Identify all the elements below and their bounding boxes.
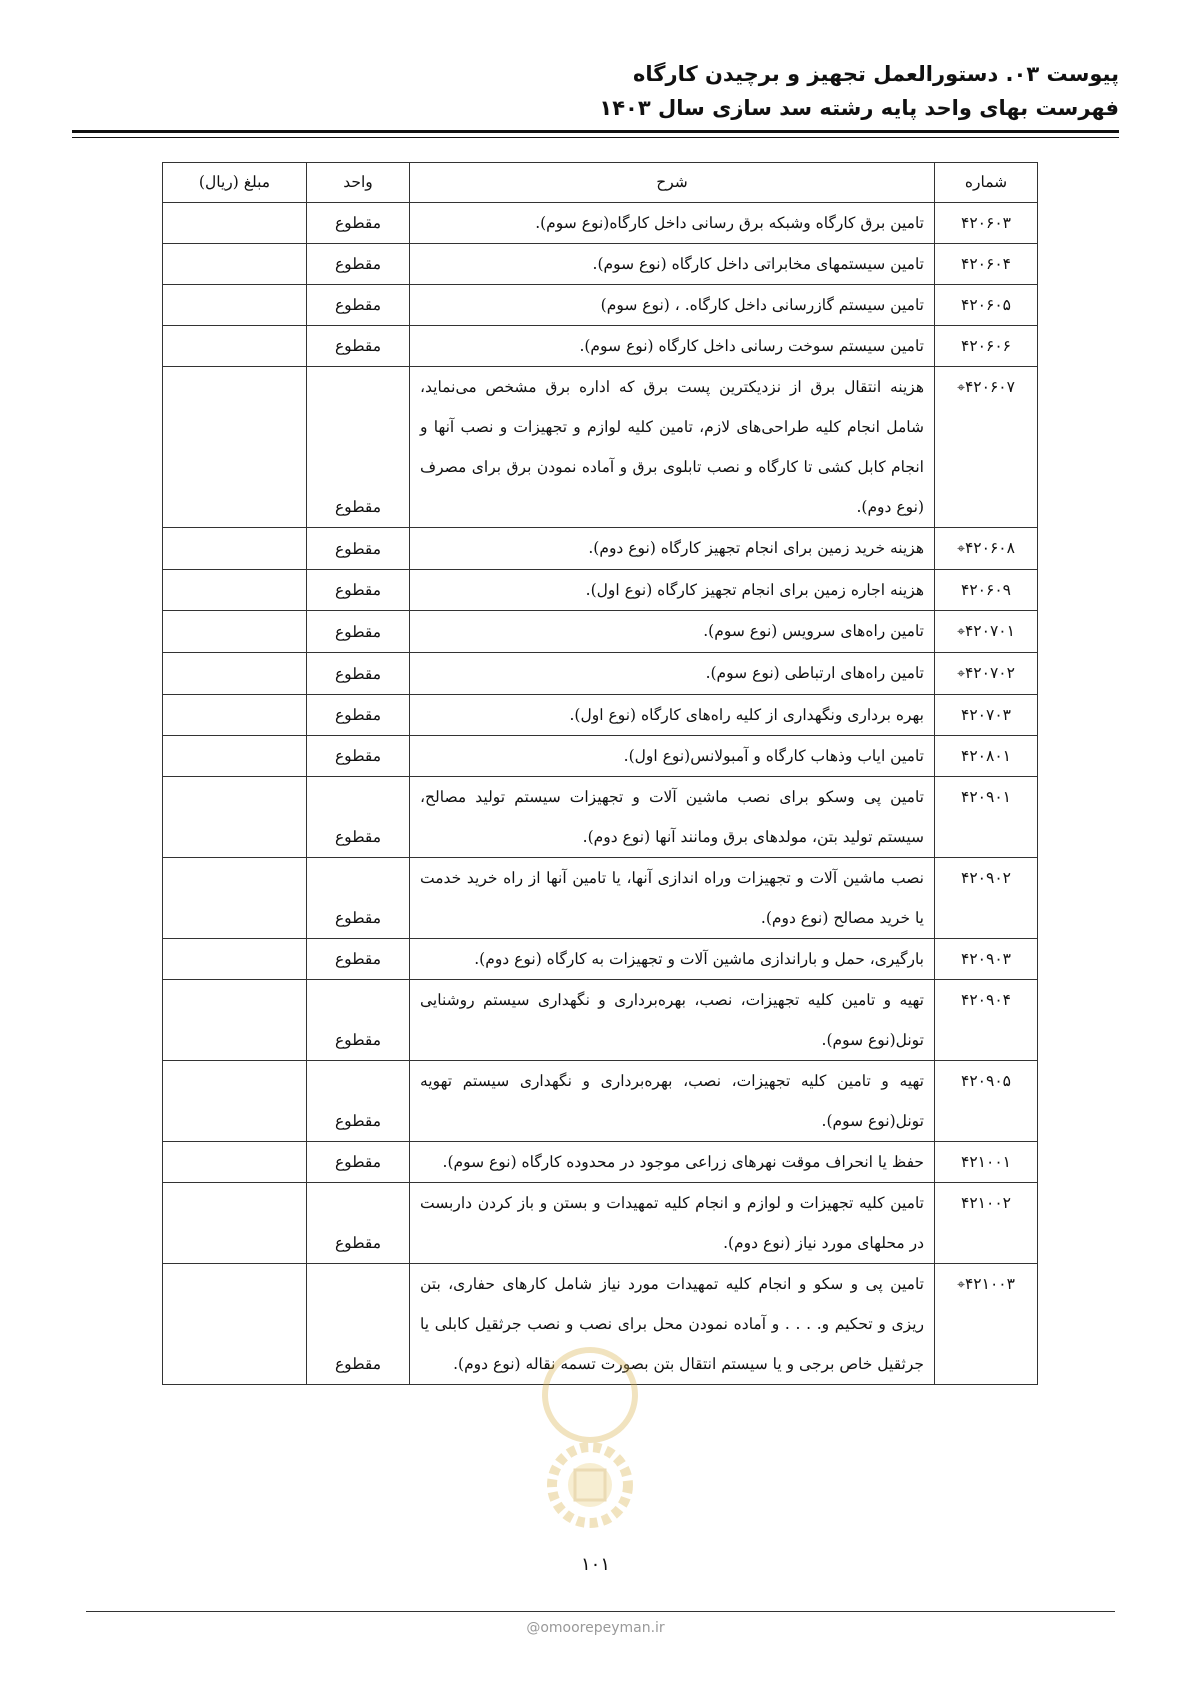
page-number: ۱۰۱	[580, 1554, 610, 1575]
row-amount	[163, 858, 307, 939]
row-number	[935, 1142, 1038, 1183]
row-amount	[163, 1142, 307, 1183]
item-code: ۴۲۰۶۰۳	[961, 214, 1011, 232]
row-unit: مقطوع	[307, 244, 410, 285]
row-unit: مقطوع	[307, 570, 410, 611]
row-unit: مقطوع	[307, 653, 410, 695]
item-code: ۴۲۰۶۰۵	[961, 296, 1011, 314]
table-row	[163, 203, 1038, 244]
row-amount	[163, 367, 307, 528]
table-row	[163, 1061, 1038, 1142]
row-number	[935, 326, 1038, 367]
row-number	[935, 244, 1038, 285]
column-header-amount: مبلغ (ریال)	[163, 163, 307, 203]
table-row	[163, 695, 1038, 736]
row-description: تامین راه‌های ارتباطی (نوع سوم).	[410, 653, 935, 695]
row-number	[935, 858, 1038, 939]
item-code: ۴۲۰۹۰۵	[961, 1072, 1011, 1090]
row-unit: مقطوع	[307, 326, 410, 367]
row-amount	[163, 695, 307, 736]
watermark-logo	[505, 1340, 675, 1540]
table-row	[163, 326, 1038, 367]
row-description: هزینه اجاره زمین برای انجام تجهیز کارگاه (نوع اول).	[410, 570, 935, 611]
row-description: تامین ایاب وذهاب کارگاه و آمبولانس(نوع اول).	[410, 736, 935, 777]
website-watermark: @omoorepeyman.ir	[526, 1620, 665, 1636]
row-description: تامین پی و سکو و انجام کلیه تمهیدات مورد نیاز شامل کارهای حفاری، بتن ریزی و تحکیم و. . . . و آماده نمودن محل برای نصب و نصب جرثقیل کابلی یا جرثقیل خاص برجی و یا سیستم انتقال بتن بصورت تسمه نقاله (نوع دوم).	[410, 1264, 935, 1385]
row-unit: مقطوع	[307, 285, 410, 326]
item-code: ۴۲۰۷۰۱	[964, 622, 1015, 640]
item-code: ۴۲۰۶۰۹	[961, 581, 1011, 599]
item-code: ۴۲۰۶۰۶	[961, 337, 1011, 355]
table-row	[163, 244, 1038, 285]
row-amount	[163, 244, 307, 285]
row-description: هزینه انتقال برق از نزدیکترین پست برق که اداره برق مشخص می‌نماید، شامل انجام کلیه طراحی‌های لازم، تامین کلیه لوازم و تجهیزات و نصب آنها و انجام کابل کشی تا کارگاه و نصب تابلوی برق و آماده نمودن برق برای مصرف (نوع دوم).	[410, 367, 935, 528]
row-number	[935, 367, 1038, 528]
row-amount	[163, 203, 307, 244]
item-code: ۴۲۰۹۰۱	[961, 788, 1011, 806]
table-body	[163, 203, 1038, 1385]
row-description: حفظ یا انحراف موقت نهرهای زراعی موجود در محدوده کارگاه (نوع سوم).	[410, 1142, 935, 1183]
item-code: ۴۲۰۶۰۷	[964, 378, 1015, 396]
row-amount	[163, 736, 307, 777]
header-title: پیوست ۰۳. دستورالعمل تجهیز و برچیدن کارگاه	[633, 62, 1119, 86]
row-number	[935, 285, 1038, 326]
row-number	[935, 1264, 1038, 1385]
row-description: تامین برق کارگاه وشبکه برق رسانی داخل کارگاه(نوع سوم).	[410, 203, 935, 244]
row-number	[935, 203, 1038, 244]
table-row	[163, 1183, 1038, 1264]
crosshair-mark-icon: ⌖	[957, 380, 965, 396]
table-row	[163, 653, 1038, 695]
header-rule-thin	[72, 137, 1119, 138]
row-amount	[163, 326, 307, 367]
item-code: ۴۲۱۰۰۳	[964, 1275, 1015, 1293]
row-number	[935, 653, 1038, 695]
crosshair-mark-icon: ⌖	[957, 666, 965, 682]
row-amount	[163, 611, 307, 653]
item-code: ۴۲۰۷۰۲	[964, 664, 1015, 682]
row-amount	[163, 570, 307, 611]
row-number	[935, 777, 1038, 858]
row-amount	[163, 528, 307, 570]
row-description: تامین سیستم سوخت رسانی داخل کارگاه (نوع سوم).	[410, 326, 935, 367]
row-unit: مقطوع	[307, 980, 410, 1061]
table-row	[163, 777, 1038, 858]
row-unit: مقطوع	[307, 695, 410, 736]
item-code: ۴۲۰۷۰۳	[961, 706, 1011, 724]
item-code: ۴۲۰۹۰۳	[961, 950, 1011, 968]
row-description: تامین پی وسکو برای نصب ماشین آلات و تجهیزات سیستم تولید مصالح، سیستم تولید بتن، مولدهای برق ومانند آنها (نوع دوم).	[410, 777, 935, 858]
table-row	[163, 367, 1038, 528]
row-description: تامین سیستم گازرسانی داخل کارگاه. ، (نوع سوم)	[410, 285, 935, 326]
row-unit: مقطوع	[307, 858, 410, 939]
footer-rule	[86, 1611, 1115, 1612]
header-rule-thick	[72, 130, 1119, 133]
row-amount	[163, 285, 307, 326]
row-description: تهیه و تامین کلیه تجهیزات، نصب، بهره‌برداری و نگهداری سیستم روشنایی تونل(نوع سوم).	[410, 980, 935, 1061]
row-amount	[163, 653, 307, 695]
item-code: ۴۲۰۸۰۱	[961, 747, 1011, 765]
table-row	[163, 939, 1038, 980]
row-number	[935, 528, 1038, 570]
row-number	[935, 980, 1038, 1061]
item-code: ۴۲۰۹۰۲	[961, 869, 1011, 887]
row-description: تامین سیستمهای مخابراتی داخل کارگاه (نوع سوم).	[410, 244, 935, 285]
row-description: هزینه خرید زمین برای انجام تجهیز کارگاه (نوع دوم).	[410, 528, 935, 570]
row-unit: مقطوع	[307, 1183, 410, 1264]
row-unit: مقطوع	[307, 777, 410, 858]
row-unit: مقطوع	[307, 939, 410, 980]
row-unit: مقطوع	[307, 528, 410, 570]
row-description: تامین راه‌های سرویس (نوع سوم).	[410, 611, 935, 653]
row-amount	[163, 1264, 307, 1385]
row-number	[935, 939, 1038, 980]
row-unit: مقطوع	[307, 203, 410, 244]
row-unit: مقطوع	[307, 1264, 410, 1385]
table-header-row	[163, 163, 1038, 203]
row-number	[935, 1061, 1038, 1142]
item-code: ۴۲۱۰۰۲	[961, 1194, 1011, 1212]
row-number	[935, 736, 1038, 777]
row-amount	[163, 980, 307, 1061]
row-number	[935, 611, 1038, 653]
table-row	[163, 858, 1038, 939]
row-number	[935, 570, 1038, 611]
price-list-table	[162, 162, 1038, 1385]
crosshair-mark-icon: ⌖	[957, 624, 965, 640]
row-amount	[163, 1061, 307, 1142]
row-description: تامین کلیه تجهیزات و لوازم و انجام کلیه تمهیدات و بستن و باز کردن داربست در محلهای مورد نیاز (نوع دوم).	[410, 1183, 935, 1264]
row-unit: مقطوع	[307, 736, 410, 777]
table-row	[163, 285, 1038, 326]
column-header-unit: واحد	[307, 163, 410, 203]
row-amount	[163, 1183, 307, 1264]
row-unit: مقطوع	[307, 367, 410, 528]
row-unit: مقطوع	[307, 1061, 410, 1142]
item-code: ۴۲۱۰۰۱	[961, 1153, 1011, 1171]
header-subtitle: فهرست بهای واحد پایه رشته سد سازی سال ۱۴۰۳	[599, 96, 1119, 120]
crosshair-mark-icon: ⌖	[957, 541, 965, 557]
item-code: ۴۲۰۹۰۴	[961, 991, 1011, 1009]
row-amount	[163, 939, 307, 980]
row-unit: مقطوع	[307, 1142, 410, 1183]
crosshair-mark-icon: ⌖	[957, 1277, 965, 1293]
item-code: ۴۲۰۶۰۴	[961, 255, 1011, 273]
table-row	[163, 1142, 1038, 1183]
row-number	[935, 1183, 1038, 1264]
table-row	[163, 736, 1038, 777]
item-code: ۴۲۰۶۰۸	[964, 539, 1015, 557]
row-description: نصب ماشین آلات و تجهیزات وراه اندازی آنها، یا تامین آنها از راه خرید خدمت یا خرید مصالح (نوع دوم).	[410, 858, 935, 939]
row-description: بهره برداری ونگهداری از کلیه راه‌های کارگاه (نوع اول).	[410, 695, 935, 736]
column-header-number: شماره	[935, 163, 1038, 203]
row-number	[935, 695, 1038, 736]
table-row	[163, 980, 1038, 1061]
row-description: بارگیری، حمل و باراندازی ماشین آلات و تجهیزات به کارگاه (نوع دوم).	[410, 939, 935, 980]
row-amount	[163, 777, 307, 858]
row-description: تهیه و تامین کلیه تجهیزات، نصب، بهره‌برداری و نگهداری سیستم تهویه تونل(نوع سوم).	[410, 1061, 935, 1142]
table-row	[163, 570, 1038, 611]
row-unit: مقطوع	[307, 611, 410, 653]
table-row	[163, 611, 1038, 653]
column-header-description: شرح	[410, 163, 935, 203]
table-row	[163, 528, 1038, 570]
